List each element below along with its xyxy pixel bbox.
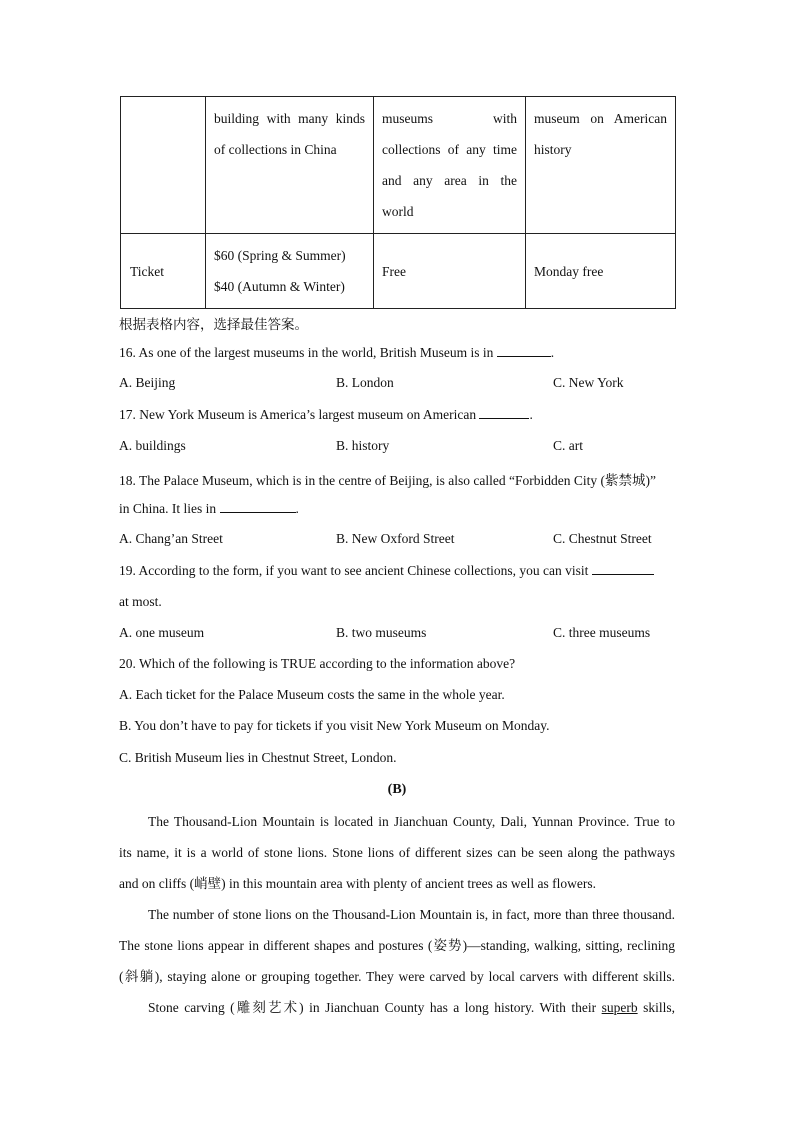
cell-line: and any area in the	[382, 173, 517, 188]
question-20: 20. Which of the following is TRUE according to the information above?	[119, 656, 516, 671]
option-b: B. history	[336, 438, 390, 453]
option-a: A. buildings	[119, 438, 186, 453]
cell-line: $40 (Autumn & Winter)	[214, 279, 345, 294]
passage-line: its name, it is a world of stone lions. Stone lions of different sizes can be seen along the pathways	[119, 845, 675, 860]
question-tail: .	[550, 345, 555, 360]
cell-line: $60 (Spring & Summer)	[214, 248, 346, 263]
question-text: in China. It lies in	[119, 501, 220, 516]
option-c: C. Chestnut Street	[553, 531, 652, 546]
cell-line: museum on American	[534, 111, 667, 126]
cell-line: museums with	[382, 111, 517, 126]
passage-paragraph-2	[119, 899, 675, 992]
question-18-line-2	[119, 500, 675, 517]
underlined-word: superb	[601, 1000, 638, 1015]
cell-line: of collections in China	[214, 142, 337, 157]
answer-blank	[497, 344, 551, 357]
table-cell-row1-col2	[206, 97, 374, 234]
passage-paragraph-3	[119, 992, 675, 1023]
table-cell-row2-col4: Monday free	[526, 234, 676, 309]
cell-line: building with many kinds	[214, 111, 365, 126]
answer-blank	[592, 562, 654, 575]
question-tail: .	[529, 407, 533, 422]
option-a: A. Each ticket for the Palace Museum costs the same in the whole year.	[119, 687, 505, 702]
passage-line: The number of stone lions on the Thousand-Lion Mountain is, in fact, more than three thousand.	[148, 907, 675, 922]
question-text: 16. As one of the largest museums in the world, British Museum is in	[119, 345, 497, 360]
question-text: 19. According to the form, if you want to see ancient Chinese collections, you can visit	[119, 563, 592, 578]
cell-line: history	[534, 142, 572, 157]
option-c: C. three museums	[553, 625, 651, 640]
table-cell-row1-col1	[121, 97, 206, 234]
option-a: A. Beijing	[119, 375, 176, 390]
option-b: B. You don’t have to pay for tickets if you visit New York Museum on Monday.	[119, 718, 550, 733]
question-text: 17. New York Museum is America’s largest museum on American	[119, 407, 480, 422]
question-17	[119, 406, 675, 423]
section-title: (B)	[387, 782, 407, 797]
option-c: C. New York	[553, 375, 624, 390]
question-19	[119, 562, 675, 579]
instruction-text: 根据表格内容，选择最佳答案。	[119, 317, 308, 332]
option-c: C. British Museum lies in Chestnut Street, London.	[119, 750, 397, 765]
table-cell-row2-col3: Free	[374, 234, 526, 309]
table-cell-row1-col4	[526, 97, 676, 234]
passage-line: and on cliffs (峭壁) in this mountain area with plenty of ancient trees as well as flowers.	[119, 876, 596, 891]
option-c: C. art	[553, 438, 583, 453]
answer-blank	[479, 406, 529, 419]
passage-line	[119, 992, 675, 1023]
question-16	[119, 344, 675, 361]
passage-line: The stone lions appear in different shapes and postures (姿势)—standing, walking, sitting, reclining	[119, 938, 675, 953]
table-row	[121, 97, 676, 234]
option-b: B. two museums	[336, 625, 427, 640]
option-a: A. Chang’an Street	[119, 531, 223, 546]
option-b: B. New Oxford Street	[336, 531, 455, 546]
question-19-line-2: at most.	[119, 594, 162, 609]
passage-text: Stone carving (雕刻艺术) in Jianchuan County has a long history. With their	[148, 1000, 602, 1015]
table-row	[121, 234, 676, 309]
question-tail: .	[295, 501, 299, 516]
ticket-label-cell: Ticket	[121, 234, 206, 309]
passage-line: The Thousand-Lion Mountain is located in Jianchuan County, Dali, Yunnan Province. True to	[148, 814, 675, 829]
question-18: 18. The Palace Museum, which is in the centre of Beijing, is also called “Forbidden City (紫禁城)”	[119, 473, 657, 488]
option-b: B. London	[336, 375, 394, 390]
table-cell-row1-col3	[374, 97, 526, 234]
museum-info-table	[120, 96, 676, 309]
option-a: A. one museum	[119, 625, 205, 640]
table-cell-row2-col2	[206, 234, 374, 309]
passage-text: skills,	[637, 1000, 675, 1015]
cell-line: collections of any time	[382, 142, 517, 157]
passage-paragraph-1	[119, 806, 675, 899]
cell-line: world	[382, 204, 414, 219]
passage-line: (斜躺), staying alone or grouping together. They were carved by local carvers with different skills.	[119, 969, 675, 984]
answer-blank	[220, 500, 296, 513]
